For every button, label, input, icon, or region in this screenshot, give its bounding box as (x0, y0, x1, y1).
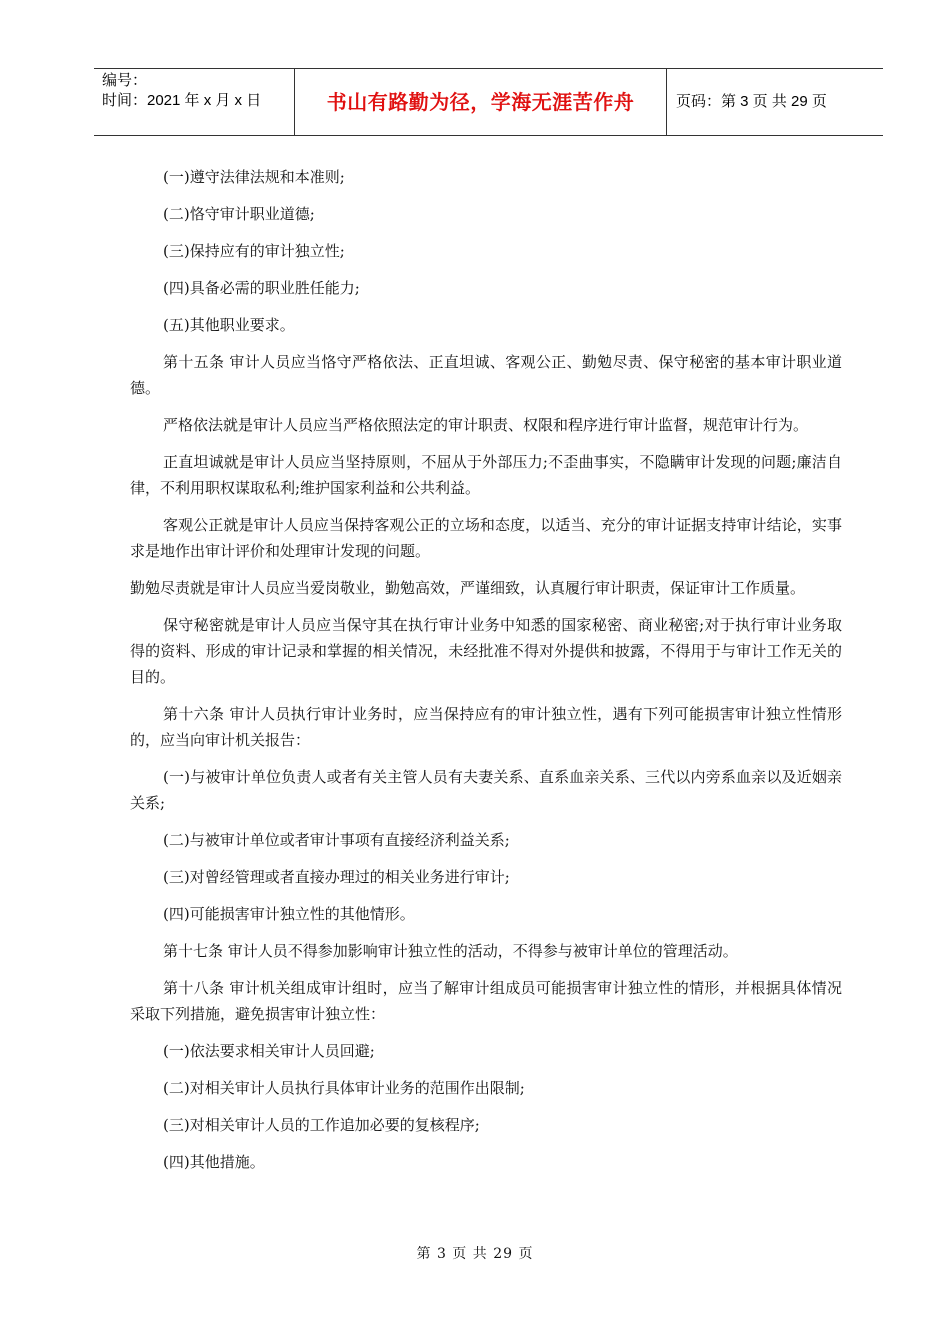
header-motto: 书山有路勤为径，学海无涯苦作舟 (326, 90, 635, 114)
document-number-label: 编号： (102, 72, 148, 89)
paragraph: (二)对相关审计人员执行具体审计业务的范围作出限制; (163, 1079, 525, 1097)
paragraph: (一)遵守法律法规和本准则; (163, 168, 345, 186)
paragraph: 严格依法就是审计人员应当严格依照法定的审计职责、权限和程序进行审计监督，规范审计行为。 (163, 416, 809, 434)
footer-page-number: 第 3 页 共 29 页 (416, 1246, 534, 1262)
paragraph: (三)保持应有的审计独立性; (163, 242, 345, 260)
article-18: 第十八条 审计机关组成审计组时，应当了解审计组成员可能损害审计独立性的情形，并根据具体情况采取下列措施，避免损害审计独立性： (130, 979, 842, 1023)
article-15: 第十五条 审计人员应当恪守严格依法、正直坦诚、客观公正、勤勉尽责、保守秘密的基本审计职业道德。 (130, 353, 842, 397)
paragraph: (四)可能损害审计独立性的其他情形。 (163, 905, 415, 923)
header-page-number: 页码：第 3 页 共 29 页 (676, 93, 827, 110)
paragraph: (四)其他措施。 (163, 1153, 265, 1171)
header-divider-right (666, 69, 667, 135)
paragraph: 勤勉尽责就是审计人员应当爱岗敬业，勤勉高效，严谨细致，认真履行审计职责，保证审计工作质量。 (130, 579, 806, 597)
paragraph: (四)具备必需的职业胜任能力; (163, 279, 360, 297)
paragraph: 保守秘密就是审计人员应当保守其在执行审计业务中知悉的国家秘密、商业秘密;对于执行审计业务取得的资料、形成的审计记录和掌握的相关情况，未经批准不得对外提供和披露，不得用于与审计工作无关的目的。 (130, 616, 842, 686)
paragraph: (三)对相关审计人员的工作追加必要的复核程序; (163, 1116, 480, 1134)
paragraph: 客观公正就是审计人员应当保持客观公正的立场和态度，以适当、充分的审计证据支持审计结论，实事求是地作出审计评价和处理审计发现的问题。 (130, 516, 842, 560)
paragraph: (二)与被审计单位或者审计事项有直接经济利益关系; (163, 831, 510, 849)
paragraph: (一)依法要求相关审计人员回避; (163, 1042, 375, 1060)
page-header (94, 68, 883, 136)
paragraph: (五)其他职业要求。 (163, 316, 295, 334)
paragraph: (三)对曾经管理或者直接办理过的相关业务进行审计; (163, 868, 510, 886)
document-body (130, 164, 842, 1186)
document-time-label: 时间：2021 年 x 月 x 日 (102, 92, 262, 109)
paragraph: (二)恪守审计职业道德; (163, 205, 315, 223)
page-footer (0, 1244, 950, 1264)
article-16: 第十六条 审计人员执行审计业务时，应当保持应有的审计独立性，遇有下列可能损害审计独立性情形的，应当向审计机关报告： (130, 705, 842, 749)
header-meta (102, 71, 261, 111)
article-17: 第十七条 审计人员不得参加影响审计独立性的活动，不得参与被审计单位的管理活动。 (163, 942, 738, 960)
paragraph: (一)与被审计单位负责人或者有关主管人员有夫妻关系、直系血亲关系、三代以内旁系血亲以及近姻亲关系; (130, 768, 842, 812)
paragraph: 正直坦诚就是审计人员应当坚持原则，不屈从于外部压力;不歪曲事实，不隐瞒审计发现的问题;廉洁自律，不利用职权谋取私利;维护国家利益和公共利益。 (130, 453, 842, 497)
